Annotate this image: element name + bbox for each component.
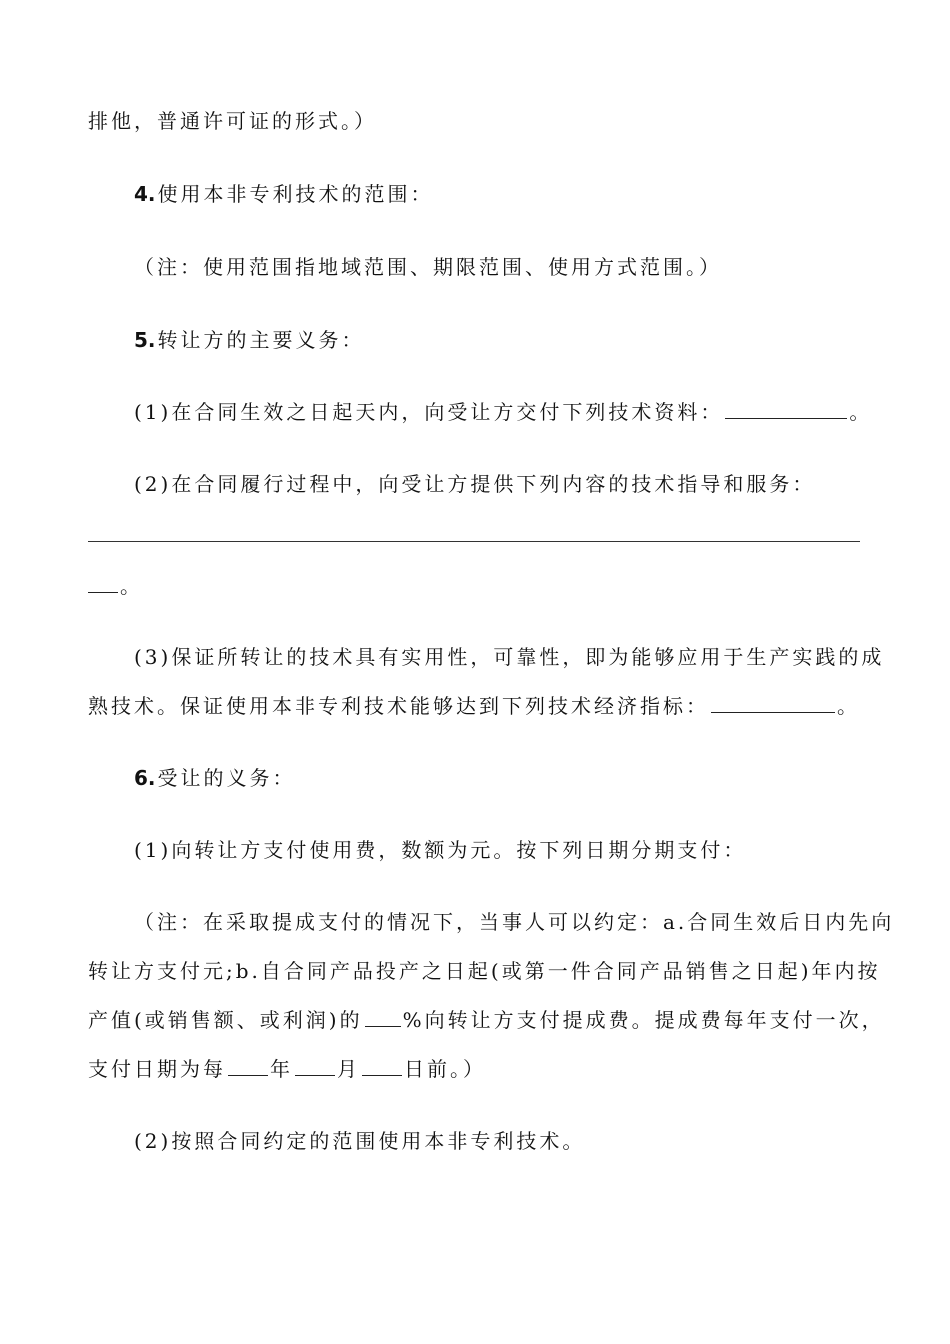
section-title: 转让方的主要义务： — [157, 328, 365, 352]
section-heading-6 — [134, 764, 296, 792]
text: (1)在合同生效之日起天内，向受让方交付下列技术资料： — [134, 400, 724, 424]
text: 产值(或销售额、或利润)的 — [88, 1008, 363, 1032]
fill-blank — [295, 1057, 335, 1076]
text: （注：使用范围指地域范围、期限范围、使用方式范围。） — [134, 255, 722, 279]
section-number: 4. — [134, 182, 156, 206]
paragraph-line — [134, 470, 815, 498]
text: 排他，普通许可证的形式。） — [88, 109, 377, 133]
text: (1)向转让方支付使用费，数额为元。按下列日期分期支付： — [134, 838, 747, 862]
paragraph-line — [88, 107, 377, 135]
text: （注：在采取提成支付的情况下，当事人可以约定：a.合同生效后日内先向 — [134, 910, 895, 934]
fill-blank — [228, 1057, 268, 1076]
fill-blank — [365, 1008, 401, 1027]
section-title: 使用本非专利技术的范围： — [157, 182, 434, 206]
section-title: 受让的义务： — [157, 766, 296, 790]
paragraph-line — [134, 398, 872, 426]
text: 日前。） — [404, 1057, 486, 1081]
paragraph-line — [134, 836, 746, 864]
note-line — [88, 1006, 885, 1034]
note-line — [88, 957, 881, 985]
text: 。 — [849, 400, 873, 424]
section-heading-5 — [134, 326, 365, 354]
paragraph-line — [134, 1127, 585, 1155]
text: (3)保证所转让的技术具有实用性，可靠性，即为能够应用于生产实践的成 — [134, 645, 885, 669]
note-line — [88, 1055, 486, 1083]
section-heading-4 — [134, 180, 434, 208]
note-line — [134, 253, 722, 281]
fill-blank — [88, 574, 118, 593]
text: 年 — [270, 1057, 293, 1081]
text: 。 — [120, 574, 143, 598]
text: 支付日期为每 — [88, 1057, 226, 1081]
fill-blank — [362, 1057, 402, 1076]
text: %向转让方支付提成费。提成费每年支付一次， — [402, 1008, 885, 1032]
note-line — [134, 908, 894, 936]
section-number: 6. — [134, 766, 156, 790]
text: 月 — [337, 1057, 360, 1081]
text: 转让方支付元;b.自合同产品投产之日起(或第一件合同产品销售之日起)年内按 — [88, 959, 881, 983]
section-number: 5. — [134, 328, 156, 352]
paragraph-line — [88, 572, 143, 600]
fill-blank-full-line — [88, 541, 860, 542]
fill-blank — [711, 694, 835, 713]
text: 。 — [837, 694, 860, 718]
paragraph-line — [134, 643, 884, 671]
paragraph-line — [88, 692, 860, 720]
text: (2)按照合同约定的范围使用本非专利技术。 — [134, 1129, 586, 1153]
text: (2)在合同履行过程中，向受让方提供下列内容的技术指导和服务： — [134, 472, 816, 496]
text: 熟技术。保证使用本非专利技术能够达到下列技术经济指标： — [88, 694, 709, 718]
fill-blank — [725, 400, 847, 419]
